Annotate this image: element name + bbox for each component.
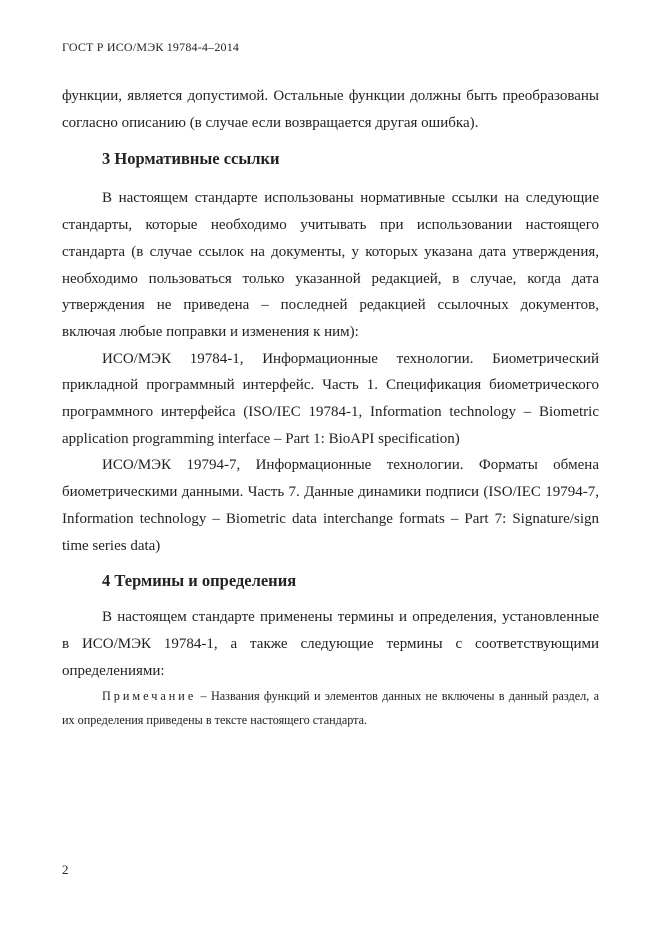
- page-number: 2: [62, 862, 69, 877]
- note-paragraph: [62, 684, 599, 732]
- page-body: [62, 83, 599, 732]
- section-4-paragraph: В настоящем стандарте применены термины и определения, установленные в ИСО/МЭК 19784-1, а также следующие термины с соответствующими определениями:: [62, 609, 599, 679]
- document-header: ГОСТ Р ИСО/МЭК 19784-4–2014: [62, 40, 240, 54]
- reference-item-2: ИСО/МЭК 19794-7, Информационные технологии. Форматы обмена биометрическими данными. Часть 7. Данные динамики подписи (ISO/IEC 19794-7, Information technology – Biometric data interchange formats – Part 7: Signature/sign time series data): [62, 457, 599, 554]
- reference-item-1: ИСО/МЭК 19784-1, Информационные технологии. Биометрический прикладной программный интерфейс. Часть 1. Спецификация биометрического программного интерфейса (ISO/IEC 19784-1, Information technology – Biometric application programming interface – Part 1: BioAPI specification): [62, 350, 599, 447]
- section-4-heading: 4 Термины и определения: [102, 571, 297, 591]
- note-label: Примечание: [102, 689, 197, 704]
- section-3-heading: 3 Нормативные ссылки: [102, 149, 280, 169]
- intro-paragraph: функции, является допустимой. Остальные функции должны быть преобразованы согласно описанию (в случае если возвращается другая ошибка).: [62, 88, 599, 131]
- section-3-paragraph: В настоящем стандарте использованы нормативные ссылки на следующие стандарты, которые необходимо учитывать при использовании настоящего стандарта (в случае ссылок на документы, у которых указана дата утверждения, необходимо пользоваться только указанной редакцией, в случае, когда дата утверждения не приведена – последней редакцией ссылочных документов, включая любые поправки и изменения к ним):: [62, 190, 599, 340]
- note-text: – Названия функций и элементов данных не включены в данный раздел, а их определения приведены в тексте настоящего стандарта.: [62, 689, 599, 728]
